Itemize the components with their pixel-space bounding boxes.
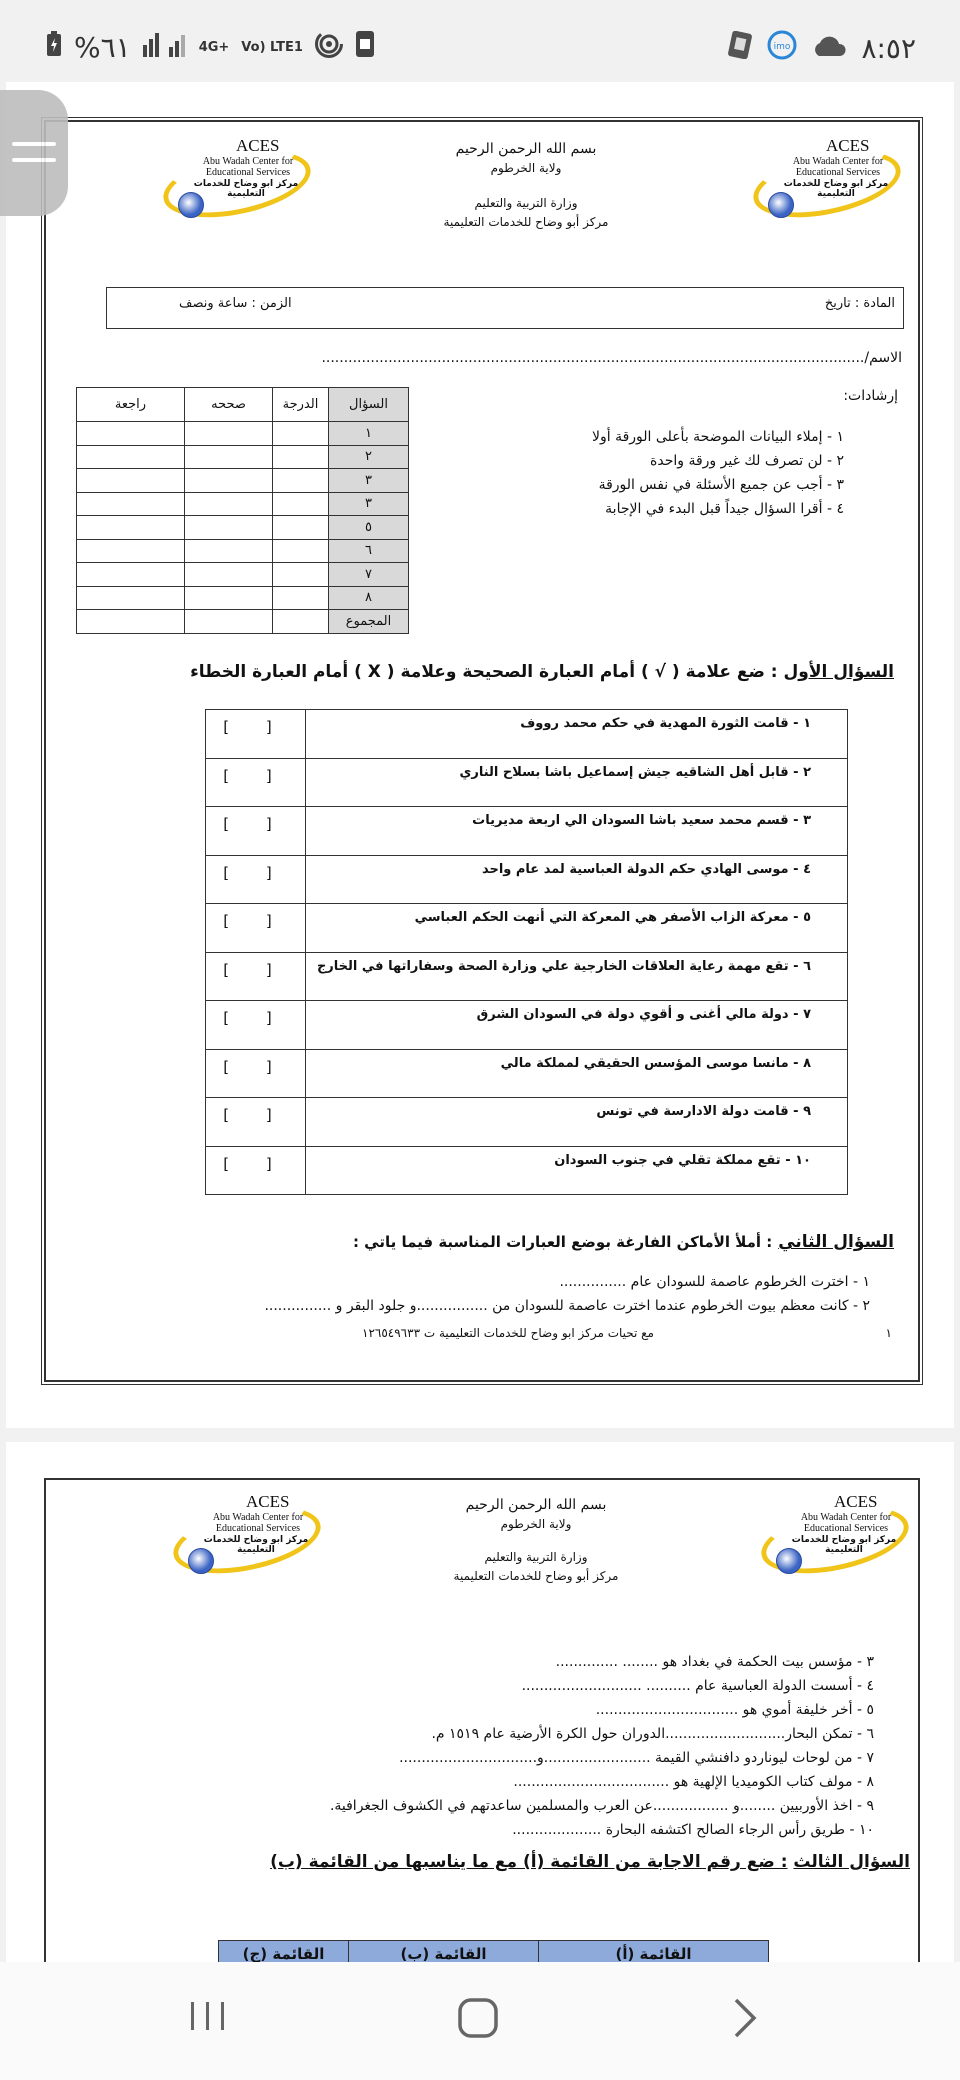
statement: ٩ - قامت دولة الادارسة في تونس	[306, 1098, 848, 1147]
answer-bracket[interactable]: [ ]	[206, 904, 306, 953]
hotspot-icon	[315, 30, 343, 65]
table-row	[206, 1098, 848, 1147]
statement: ٣ - قسم محمد سعيد باشا السودان الي اربعة مديريات	[306, 807, 848, 856]
list-a-header: القائمة (أ)	[539, 1941, 769, 1963]
aces-logo-right: ACES Abu Wadah Center for Educational Services مركز ابو وضاح للخدمات التعليمية	[754, 1490, 914, 1578]
statement: ٦ - تقع مهمة رعاية العلاقات الخارجية علي وزارة الصحة وسفاراتها في الخارج	[306, 952, 848, 1001]
statement: ١٠ - تقع مملكة تقلي في جنوب السودان	[306, 1146, 848, 1195]
recent-apps-button[interactable]	[188, 1996, 228, 2046]
back-button[interactable]	[730, 1996, 760, 2050]
answer-bracket[interactable]: [ ]	[206, 855, 306, 904]
answer-bracket[interactable]: [ ]	[206, 1049, 306, 1098]
table-row	[206, 855, 848, 904]
true-false-table	[205, 709, 848, 1195]
duration-label: الزمن : ساعة ونصف	[179, 296, 292, 311]
score-table	[76, 387, 409, 634]
table-row	[206, 1146, 848, 1195]
question-1-instruction: : ضع علامة ( √ ) أمام العبارة الصحيحة وعلامة ( X ) أمام العبارة الخطاء	[190, 662, 778, 682]
floating-menu-button[interactable]	[0, 90, 68, 216]
table-row	[206, 1001, 848, 1050]
home-button[interactable]	[456, 1996, 500, 2050]
answer-bracket[interactable]: [ ]	[206, 807, 306, 856]
answer-bracket[interactable]: [ ]	[206, 710, 306, 759]
document-header	[436, 1496, 636, 1586]
svg-text:imo: imo	[774, 42, 791, 52]
instruction-item: ٤ - أقرا السؤال جيداً قبل البدء في الإجابة	[605, 501, 844, 517]
aces-logo-left: ACES Abu Wadah Center for Educational Services مركز ابو وضاح للخدمات التعليمية	[156, 134, 316, 222]
network-type-2: Vo) LTE1	[241, 39, 303, 55]
list-c-header: القائمة (ج)	[219, 1941, 349, 1963]
subject-box	[106, 287, 904, 329]
score-total-label: المجموع	[329, 610, 409, 634]
score-header: صححه	[185, 388, 273, 422]
notification-app-icon	[727, 31, 753, 66]
fill-in-item: ٩ - اخذ الأوربيين ........و .................عن العرب والمسلمين ساعدتهم في الكشوف الجغرافية.	[329, 1798, 874, 1814]
document-page-2	[6, 1442, 954, 1962]
fill-in-item: ٥ - أخر خليفة أموي هو ................................	[595, 1702, 874, 1718]
score-row-label: ٧	[329, 563, 409, 587]
center-name: مركز أبو وضاح للخدمات التعليمية	[443, 215, 609, 229]
score-header: السؤال	[329, 388, 409, 422]
basmala: بسم الله الرحمن الرحيم	[455, 141, 597, 157]
menu-icon	[12, 142, 56, 146]
answer-bracket[interactable]: [ ]	[206, 1098, 306, 1147]
score-row-label: ١	[329, 422, 409, 446]
fill-in-item: ٦ - تمكن البحار...........................الدوران حول الكرة الأرضية عام ١٥١٩ م.	[431, 1726, 874, 1742]
table-row	[206, 807, 848, 856]
name-field: الاسم/..........................................................................................................................	[321, 350, 902, 366]
battery-percent: %٦١	[74, 31, 131, 64]
imo-icon	[767, 30, 797, 67]
fill-in-item: ٣ - مؤسس بيت الحكمة في بغداد هو ........ ..............	[555, 1654, 874, 1670]
navigation-bar	[0, 1962, 960, 2080]
cloud-icon	[811, 32, 847, 65]
list-b-header: القائمة (ب)	[349, 1941, 539, 1963]
center-name: مركز أبو وضاح للخدمات التعليمية	[453, 1569, 619, 1583]
table-row	[206, 710, 848, 759]
question-1-title	[190, 662, 894, 682]
question-3-instruction: : ضع رقم الاجابة من القائمة (أ) مع ما يناسبها من القائمة (ب)	[270, 1852, 788, 1872]
fill-in-item: ١٠ - طريق رأس الرجاء الصالح اكتشفه البحارة ....................	[512, 1822, 874, 1838]
score-row-label: ٣	[329, 492, 409, 516]
fill-in-item: ٤ - أسست الدولة العباسية عام .......... ...........................	[521, 1678, 874, 1694]
score-header: راجعة	[77, 388, 185, 422]
signal-strength-icon	[143, 31, 187, 64]
aces-logo-left: ACES Abu Wadah Center for Educational Services مركز ابو وضاح للخدمات التعليمية	[166, 1490, 326, 1578]
matching-table	[218, 1940, 769, 1962]
fill-in-item: ٢ - كانت معظم بيوت الخرطوم عندما اخترت عاصمة للسودان من ................و جلود البقر و ...............	[264, 1298, 870, 1314]
fill-in-list	[174, 1650, 874, 1842]
instructions-label: إرشادات:	[843, 388, 898, 404]
score-row-label: ٦	[329, 539, 409, 563]
subject-label: المادة : تاريخ	[824, 296, 895, 311]
ministry-name: وزارة التربية والتعليم	[474, 196, 578, 210]
statement: ٧ - دولة مالي أغنى و أقوي دولة في السودان الشرق	[306, 1001, 848, 1050]
table-row	[206, 952, 848, 1001]
score-header: الدرجة	[273, 388, 329, 422]
fill-in-item: ٧ - من لوحات ليوناردو دافنشي القيمة ........................و...............................	[399, 1750, 874, 1766]
question-3-title	[270, 1852, 910, 1872]
answer-bracket[interactable]: [ ]	[206, 1146, 306, 1195]
answer-bracket[interactable]: [ ]	[206, 758, 306, 807]
status-left	[46, 30, 375, 65]
status-bar	[0, 0, 960, 82]
question-2-title	[353, 1232, 894, 1252]
question-1-heading: السؤال الأول	[783, 662, 894, 682]
status-right	[727, 30, 916, 67]
footer-credit: مع تحيات مركز ابو وضاح للخدمات التعليمية ت ١٢٦٥٤٩٦٣٣	[362, 1326, 654, 1340]
instruction-item: ٣ - أجب عن جميع الأسئلة في نفس الورقة	[598, 477, 844, 493]
page-number: ١	[885, 1326, 892, 1340]
battery-charging-icon	[46, 31, 62, 64]
statement: ٥ - معركة الزاب الأصفر هي المعركة التي أنهت الحكم العباسي	[306, 904, 848, 953]
ministry-name: وزارة التربية والتعليم	[484, 1550, 588, 1564]
score-row-label: ٣	[329, 469, 409, 493]
instruction-item: ١ - إملاء البيانات الموضحة بأعلى الورقة أولا	[592, 429, 844, 445]
state-name: ولاية الخرطوم	[500, 1517, 572, 1531]
table-row	[206, 758, 848, 807]
answer-bracket[interactable]: [ ]	[206, 952, 306, 1001]
question-2-heading: السؤال الثاني	[778, 1232, 894, 1252]
sim-icon	[355, 30, 375, 65]
statement: ١ - قامت الثورة المهدية في حكم محمد رووف	[306, 710, 848, 759]
fill-in-item: ١ - اخترت الخرطوم عاصمة للسودان عام ...............	[559, 1274, 870, 1290]
fill-in-item: ٨ - مولف كتاب الكوميديا الإلهية هو ...................................	[513, 1774, 874, 1790]
instructions-list	[592, 425, 844, 521]
state-name: ولاية الخرطوم	[490, 161, 562, 175]
document-header	[426, 140, 626, 232]
document-page-1	[6, 82, 954, 1428]
aces-logo-right: ACES Abu Wadah Center for Educational Services مركز ابو وضاح للخدمات التعليمية	[746, 134, 906, 222]
answer-bracket[interactable]: [ ]	[206, 1001, 306, 1050]
basmala: بسم الله الرحمن الرحيم	[465, 1497, 607, 1513]
question-2-instruction: : أملأ الأماكن الفارغة بوضع العبارات المناسبة فيما ياتي :	[352, 1233, 773, 1251]
clock: ٨:٥٢	[861, 32, 916, 65]
statement: ٤ - موسى الهادي حكم الدولة العباسية لمد عام واحد	[306, 855, 848, 904]
score-row-label: ٥	[329, 516, 409, 540]
table-row	[206, 1049, 848, 1098]
statement: ٢ - قابل أهل الشاقيه جيش إسماعيل باشا بسلاح الناري	[306, 758, 848, 807]
table-row	[206, 904, 848, 953]
score-row-label: ٨	[329, 586, 409, 610]
score-row-label: ٢	[329, 445, 409, 469]
question-3-heading: السؤال الثالث	[793, 1852, 910, 1872]
network-type-1: 4G+	[198, 39, 230, 55]
instruction-item: ٢ - لن تصرف لك غير ورقة واحدة	[650, 453, 844, 469]
statement: ٨ - مانسا موسى المؤسس الحقيقي لمملكة مالي	[306, 1049, 848, 1098]
